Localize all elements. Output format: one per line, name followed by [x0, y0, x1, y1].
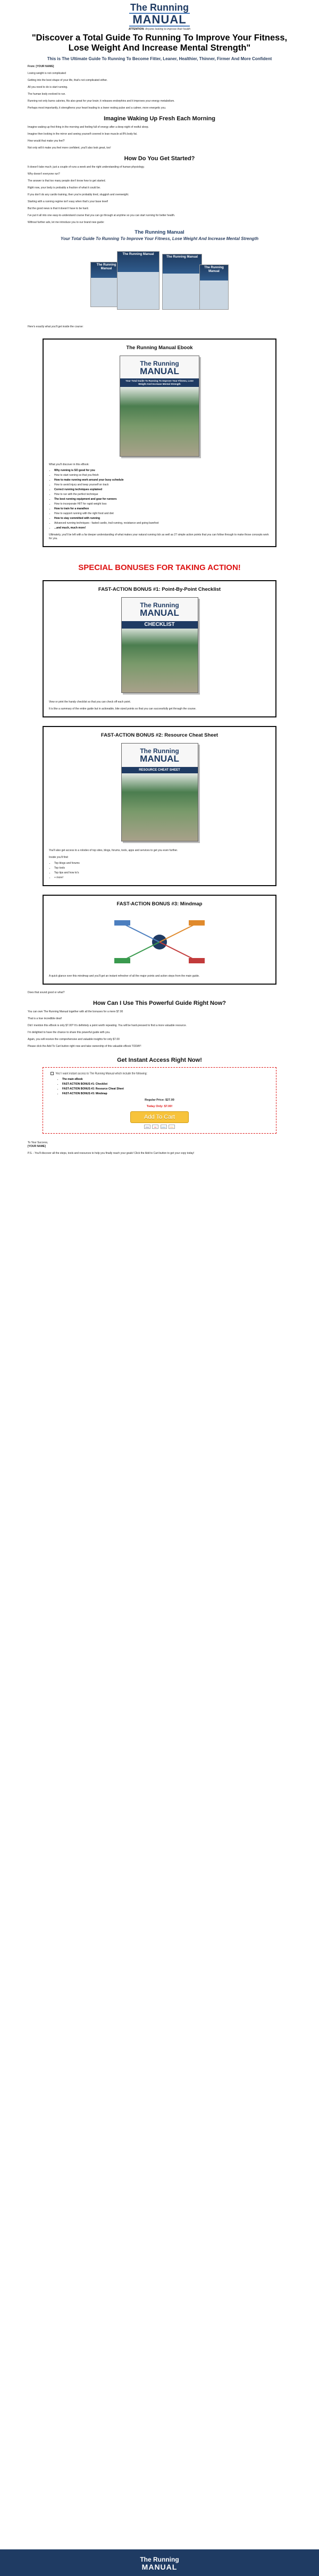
- list-item: • Top tips and how to's: [54, 871, 270, 875]
- ebook-section: [43, 338, 276, 547]
- amex-icon: AMEX: [161, 1125, 167, 1129]
- attention-line: [28, 28, 291, 32]
- list-item: • Advanced running techniques - fasted cardio, trail running, resistance and going barefoot: [54, 522, 270, 525]
- ebook-outro: Ultimately, you'll be left with a far deeper understanding of what makes your natural running tick as well as 27 simple action points that you can follow through to make those concepts work for you.: [49, 533, 269, 540]
- inside-intro: Here's exactly what you'll get inside the course:: [28, 325, 83, 328]
- list-item: • The main eBook: [62, 1078, 268, 1081]
- footer-line1: The Running: [140, 2556, 179, 2563]
- mastercard-icon: MC: [152, 1125, 158, 1129]
- ebook-cover-image: The Running MANUAL Your Total Guide To Running To Improve Your Fitness, Lose Weight And Increase Mental Strength: [120, 356, 199, 457]
- list-item: • How to incorporate HIIT for rapid weight loss: [54, 502, 270, 506]
- list-item: • How to train for a marathon: [54, 507, 270, 511]
- cheatsheet-cover-image: The Running MANUAL RESOURCE CHEAT SHEET: [121, 743, 198, 841]
- bundle-box: The Running Manual: [117, 251, 160, 310]
- order-checkbox-row[interactable]: [51, 1072, 268, 1076]
- bundle-box: The Running Manual: [90, 262, 122, 307]
- pricing-paragraph: Please click the Add To Cart button right now and take ownership of this valuable eBook TODAY!: [28, 1044, 141, 1048]
- bonus3-title: FAST-ACTION BONUS #3: Mindmap: [116, 901, 203, 907]
- bonus2-title: FAST-ACTION BONUS #2: Resource Cheat Sheet: [100, 732, 219, 738]
- section-paragraph: I've put it all into one easy-to-understand course that you can go through at anytime so you can start running for better health.: [28, 213, 175, 217]
- today-price: Today Only: $7.00!: [146, 1105, 173, 1109]
- pricing-paragraph: Again, you will receive the comprehensive and valuable insights for only $7.00: [28, 1037, 120, 1041]
- section-paragraph: Without further ado, let me introduce you to our brand new guide:: [28, 220, 105, 224]
- list-item: • Top tools: [54, 866, 270, 870]
- section-paragraph: Not only will it make you feel more confident, you'll also look great, too!: [28, 146, 111, 150]
- pricing-paragraph: That is a true incredible deal!: [28, 1017, 62, 1020]
- ebook-feature-list: [49, 469, 270, 530]
- checkbox-label: Yes! I want instant access to The Running Manual which include the following:: [55, 1072, 147, 1076]
- product-name: The Running Manual: [135, 229, 184, 235]
- sounds-good: Does that sound good or what?: [28, 990, 65, 994]
- intro-paragraph: Perhaps most importantly, it strengthens your heart leading to a lower resting pulse and a calmer, more energetic you.: [28, 106, 166, 110]
- intro-paragraph: All you need to do is start running.: [28, 85, 68, 89]
- product-bundle-image: [80, 246, 239, 318]
- access-title: Get Instant Access Right Now!: [117, 1056, 202, 1063]
- list-item: • Why running is SO good for you: [54, 469, 270, 473]
- section-paragraph: Why doesn't everyone run?: [28, 172, 60, 176]
- attention-label: ATTENTION:: [128, 28, 145, 31]
- bonuses-heading: SPECIAL BONUSES FOR TAKING ACTION!: [78, 563, 241, 572]
- mindmap-graphic: [106, 913, 213, 971]
- pricing-title: How Can I Use This Powerful Guide Right Now?: [93, 1000, 226, 1006]
- section-paragraph: It doesn't take much; just a couple of runs a week and the right understanding of human physiology.: [28, 165, 145, 169]
- product-tagline: Your Total Guide To Running To Improve Your Fitness, Lose Weight And Increase Mental Strength: [60, 236, 259, 241]
- bonus1-paragraph: View or print the handy checklist so that you can check off each point.: [49, 700, 131, 704]
- order-box: [43, 1067, 276, 1134]
- main-content: [28, 28, 291, 1155]
- list-item: • FAST-ACTION BONUS #1: Checklist: [62, 1083, 268, 1086]
- logo-line1: The Running: [130, 2, 189, 13]
- bonus3-section: [43, 895, 276, 985]
- section-paragraph: Imagine then looking in the mirror and seeing yourself covered in lean muscle at 8% body fat.: [28, 132, 138, 136]
- footer-line2: MANUAL: [141, 2563, 178, 2571]
- header-logo: [0, 0, 319, 26]
- ebook-discover-intro: What you'll discover in this eBook:: [49, 463, 89, 466]
- checklist-cover-image: The Running MANUAL CHECKLIST: [121, 597, 198, 693]
- list-item: • How to start running so that you finish: [54, 474, 270, 477]
- discover-icon: DISC: [169, 1125, 175, 1129]
- list-item: • How to support running with the right food and diet: [54, 512, 270, 516]
- bonus1-title: FAST-ACTION BONUS #1: Point-By-Point Checklist: [98, 586, 221, 592]
- section-paragraph: How would that make you feel?: [28, 139, 65, 143]
- list-item: • How to avoid injury and keep yourself on track: [54, 483, 270, 487]
- signoff: [28, 1141, 291, 1149]
- attention-text: Anyone looking to improve their health: [145, 28, 191, 31]
- section-title: Imagine Waking Up Fresh Each Morning: [104, 115, 215, 122]
- bonus2-list: [49, 862, 270, 880]
- add-to-cart-button[interactable]: Add To Cart: [130, 1111, 189, 1123]
- intro-paragraph: Running not only burns calories, fits also great for your brain; it releases endorphins and it improves your energy metabolism.: [28, 99, 175, 103]
- checkbox-icon[interactable]: [51, 1072, 54, 1075]
- pricing-paragraph: You can own The Running Manual together with all the bonuses for a mere $7.00: [28, 1010, 123, 1013]
- ebook-title: The Running Manual Ebook: [126, 344, 193, 351]
- intro-paragraph: From: [YOUR NAME]: [28, 64, 54, 68]
- bonus2-inside: Inside you'll find:: [49, 855, 69, 859]
- list-item: • How to make running work around your busy schedule: [54, 478, 270, 482]
- list-item: • ...and much, much more!: [54, 526, 270, 530]
- list-item: • FAST-ACTION BONUS #3: Mindmap: [62, 1092, 268, 1096]
- intro-paragraph: Getting into the best shape of your life, that's not complicated either.: [28, 78, 108, 82]
- section-title: How Do You Get Started?: [124, 155, 195, 162]
- bonus2-section: [43, 726, 276, 886]
- section-paragraph: Right now, your body is probably a fraction of what it could be.: [28, 186, 101, 189]
- list-item: • How to stay committed with running: [54, 517, 270, 521]
- bonus3-text: A quick glance over this mindmap and you'll get an instant refresher of all the major points and action steps from the main guide.: [49, 974, 200, 978]
- bonus1-paragraph: It is like a summary of the entire guide but in actionable, bite sized points so that you can successfully get through the course.: [49, 707, 197, 711]
- intro: [28, 65, 291, 110]
- footer-logo: [0, 2549, 319, 2576]
- list-item: • Top blogs and forums: [54, 862, 270, 865]
- section-paragraph: Starting with a running regime isn't easy when that's your base level!: [28, 200, 108, 203]
- subheadline: This is The Ultimate Guide To Running To Become Fitter, Leaner, Healthier, Thinner, Firmer And More Confident: [47, 56, 272, 61]
- list-item: • The best running equipment and gear for runners: [54, 498, 270, 501]
- logo-line2: MANUAL: [129, 13, 189, 27]
- list-item: • Correct running techniques explained: [54, 488, 270, 492]
- signoff-line: To Your Success,: [28, 1141, 48, 1145]
- list-item: • FAST-ACTION BONUS #2: Resource Cheat Sheet: [62, 1087, 268, 1091]
- bundle-box: The Running Manual: [162, 254, 202, 310]
- bundle-box: The Running Manual: [199, 265, 229, 310]
- regular-price: Regular Price: $27.00: [145, 1099, 174, 1102]
- pricing-paragraph: Did I mention this eBook is only $7.00? It's definitely a point worth repeating. You will be hard-pressed to find a more valuable resource.: [28, 1023, 187, 1027]
- payment-cards: [51, 1125, 268, 1129]
- section-paragraph: The answer is that too many people don't know how to get started.: [28, 179, 106, 183]
- bonus2-intro: You'll also get access to a rolodex of top sites, blogs, forums, tools, apps and services to get you even further.: [49, 848, 178, 852]
- visa-icon: VISA: [144, 1125, 150, 1129]
- section-paragraph: Imagine waking up first thing in the morning and feeling full of energy after a deep night of restful sleep.: [28, 125, 149, 129]
- order-items: [51, 1078, 268, 1096]
- section-paragraph: But the good news is that it doesn't have to be hard.: [28, 207, 89, 210]
- intro-paragraph: Losing weight is not complicated: [28, 71, 66, 75]
- list-item: • How to run with the perfect technique: [54, 493, 270, 497]
- mindmap-image: [106, 913, 213, 971]
- list-item: • + more!: [54, 876, 270, 880]
- bonus1-section: [43, 580, 276, 717]
- intro-paragraph: The human body evolved to run.: [28, 92, 66, 96]
- pricing-paragraph: I'm delighted to have the chance to share this powerful guide with you.: [28, 1030, 111, 1034]
- section-paragraph: If you don't do any cardio training, then you're probably tired, sluggish and overweight.: [28, 193, 129, 196]
- headline: "Discover a Total Guide To Running To Improve Your Fitness, Lose Weight And Increase Mental Strength": [31, 32, 288, 53]
- signoff-name: [YOUR NAME]: [28, 1145, 46, 1149]
- ps-note: P.S. - You'll discover all the steps, tools and resources to help you finally reach your goals! Click the Add to Cart button to get your copy today!: [28, 1152, 195, 1155]
